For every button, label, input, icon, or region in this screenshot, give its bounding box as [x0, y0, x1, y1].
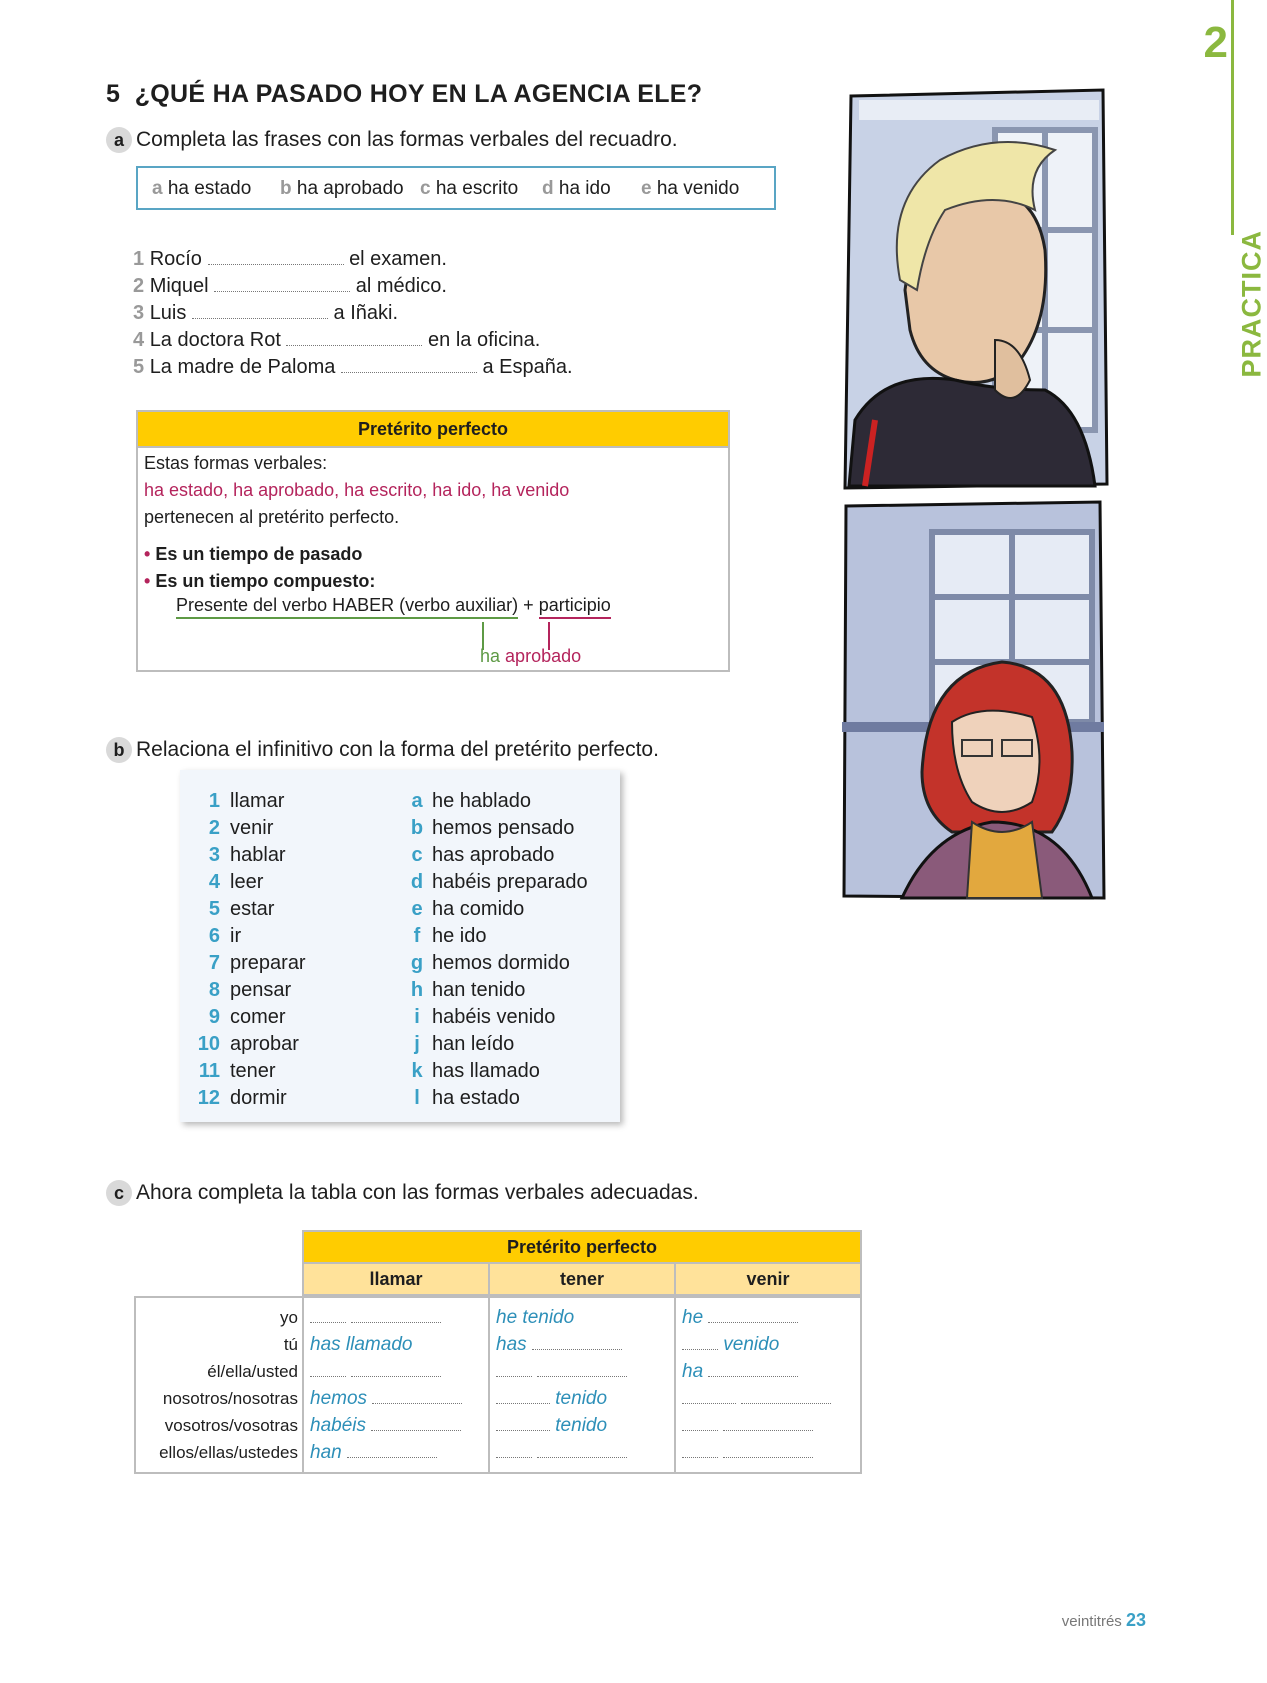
sentence-item: 5 La madre de Paloma a España. [133, 356, 573, 378]
word-option: e ha venido [641, 178, 740, 199]
grammar-bullet: • Es un tiempo de pasado [144, 544, 363, 564]
infinitive-item[interactable]: 11 tener [198, 1060, 276, 1082]
sentence-item: 1 Rocío el examen. [133, 248, 447, 270]
part-b-instruction [106, 737, 659, 763]
chapter-number: 2 [1203, 18, 1228, 67]
perfect-form-item[interactable]: h han tenido [410, 979, 526, 1001]
grammar-line: Estas formas verbales: [144, 453, 328, 473]
word-option: d ha ido [542, 178, 611, 199]
page-word: veintitrés [1061, 1613, 1122, 1630]
conj-cell[interactable] [682, 1439, 860, 1466]
answer-blank[interactable] [192, 304, 328, 319]
example-participle: aprobado [505, 646, 582, 666]
answer-blank[interactable] [208, 250, 344, 265]
conj-cell[interactable]: tenido [496, 1385, 674, 1412]
perfect-form-item[interactable]: e ha comido [411, 898, 525, 920]
chapter-label: PRACTICA [1236, 230, 1266, 378]
conj-cell[interactable]: he [682, 1304, 860, 1331]
perfect-form-item[interactable]: j han leído [414, 1033, 515, 1055]
perfect-form-item[interactable]: g hemos dormido [410, 952, 570, 974]
conj-cell[interactable]: tenido [496, 1412, 674, 1439]
conj-cell[interactable] [496, 1358, 674, 1385]
infinitive-item[interactable]: 8 pensar [208, 979, 292, 1001]
example-auxiliary: ha [480, 646, 501, 666]
grammar-forms: ha estado, ha aprobado, ha escrito, ha ido, ha venido [144, 480, 570, 500]
pronoun-label: él/ella/usted [207, 1362, 298, 1381]
perfect-form-item[interactable]: l ha estado [414, 1087, 520, 1109]
part-c-instruction-text: Ahora completa la tabla con las formas verbales adecuadas. [136, 1181, 699, 1204]
conj-cell[interactable]: ha [682, 1358, 860, 1385]
exercise-number: 5 [106, 80, 121, 108]
conj-cell[interactable]: hemos [310, 1385, 488, 1412]
conj-cell[interactable] [310, 1304, 488, 1331]
conj-cell[interactable] [310, 1358, 488, 1385]
perfect-form-item[interactable]: d habéis preparado [410, 871, 588, 893]
conjugation-table [134, 1230, 864, 1475]
formula-plus: + [523, 595, 534, 615]
word-bank-box [136, 166, 776, 210]
pronoun-label: nosotros/nosotras [162, 1389, 298, 1408]
pronoun-label: vosotros/vosotras [164, 1416, 298, 1435]
infinitive-item[interactable]: 3 hablar [208, 844, 286, 866]
grammar-box-title: Pretérito perfecto [138, 412, 728, 448]
conj-cell[interactable]: venido [682, 1331, 860, 1358]
formula-participle: participio [539, 595, 611, 619]
conj-cell[interactable]: has [496, 1331, 674, 1358]
grammar-formula [176, 595, 611, 616]
answer-blank[interactable] [214, 277, 350, 292]
conj-cell[interactable]: han [310, 1439, 488, 1466]
perfect-form-item[interactable]: i habéis venido [414, 1006, 556, 1028]
infinitive-item[interactable]: 10 aprobar [197, 1033, 299, 1055]
exercise-title [106, 80, 702, 109]
infinitive-item[interactable]: 12 dormir [197, 1087, 287, 1109]
perfect-form-item[interactable]: f he ido [413, 925, 487, 947]
perfect-form-item[interactable]: a he hablado [411, 790, 531, 812]
column-header: llamar [302, 1262, 490, 1296]
perfect-form-item[interactable]: k has llamado [411, 1060, 540, 1082]
column-header: tener [488, 1262, 676, 1296]
grammar-line: pertenecen al pretérito perfecto. [144, 507, 400, 527]
infinitive-item[interactable]: 1 llamar [208, 790, 285, 812]
conj-cell[interactable]: has llamado [310, 1334, 413, 1355]
infinitive-item[interactable]: 4 leer [208, 871, 264, 893]
answer-blank[interactable] [286, 331, 422, 346]
conj-cell[interactable] [496, 1439, 674, 1466]
infinitive-item[interactable]: 9 comer [208, 1006, 286, 1028]
perfect-form-item[interactable]: c has aprobado [411, 844, 555, 866]
sentence-item: 4 La doctora Rot en la oficina. [133, 329, 541, 351]
page-number: 23 [1125, 1610, 1146, 1630]
part-a-instruction [106, 127, 678, 153]
infinitive-item[interactable]: 5 estar [208, 898, 275, 920]
infinitive-item[interactable]: 7 preparar [208, 952, 306, 974]
formula-example [480, 646, 581, 667]
part-b-badge: b [106, 737, 132, 763]
sentence-item: 2 Miquel al médico. [133, 275, 447, 297]
grammar-box [136, 410, 730, 672]
part-c-instruction [106, 1180, 699, 1206]
conj-cell[interactable]: habéis [310, 1412, 488, 1439]
answer-blank[interactable] [341, 358, 477, 373]
chapter-side-tab [1198, 0, 1266, 378]
word-option: c ha escrito [420, 178, 519, 199]
perfect-form-item[interactable]: b hemos pensado [410, 817, 575, 839]
sentence-list [133, 246, 573, 381]
exercise-title-text: ¿QUÉ HA PASADO HOY EN LA AGENCIA ELE? [134, 80, 703, 108]
pronoun-label: tú [283, 1335, 298, 1354]
sentence-item: 3 Luis a Iñaki. [133, 302, 398, 324]
page-footer [1062, 1610, 1146, 1631]
word-option: a ha estado [152, 178, 252, 199]
part-a-badge: a [106, 127, 132, 153]
illustration-woman [842, 502, 1108, 902]
infinitive-item[interactable]: 2 venir [208, 817, 274, 839]
infinitive-item[interactable]: 6 ir [208, 925, 242, 947]
part-a-instruction-text: Completa las frases con las formas verbales del recuadro. [136, 128, 678, 151]
part-b-instruction-text: Relaciona el infinitivo con la forma del pretérito perfecto. [136, 738, 659, 761]
conj-cell[interactable]: he tenido [496, 1307, 575, 1328]
pronoun-label: ellos/ellas/ustedes [159, 1443, 298, 1462]
pronoun-label: yo [280, 1308, 298, 1327]
column-header: venir [674, 1262, 862, 1296]
conj-cell[interactable] [682, 1412, 860, 1439]
conj-cell[interactable] [682, 1385, 860, 1412]
matching-box [180, 770, 620, 1122]
side-tab-bar [1231, 0, 1234, 235]
formula-auxiliary: Presente del verbo HABER (verbo auxiliar) [176, 595, 518, 619]
part-c-badge: c [106, 1180, 132, 1206]
word-option: b ha aprobado [280, 178, 404, 199]
grammar-bullet: • Es un tiempo compuesto: [144, 571, 376, 591]
illustration-man [845, 90, 1107, 490]
conjugation-table-title: Pretérito perfecto [302, 1230, 862, 1264]
